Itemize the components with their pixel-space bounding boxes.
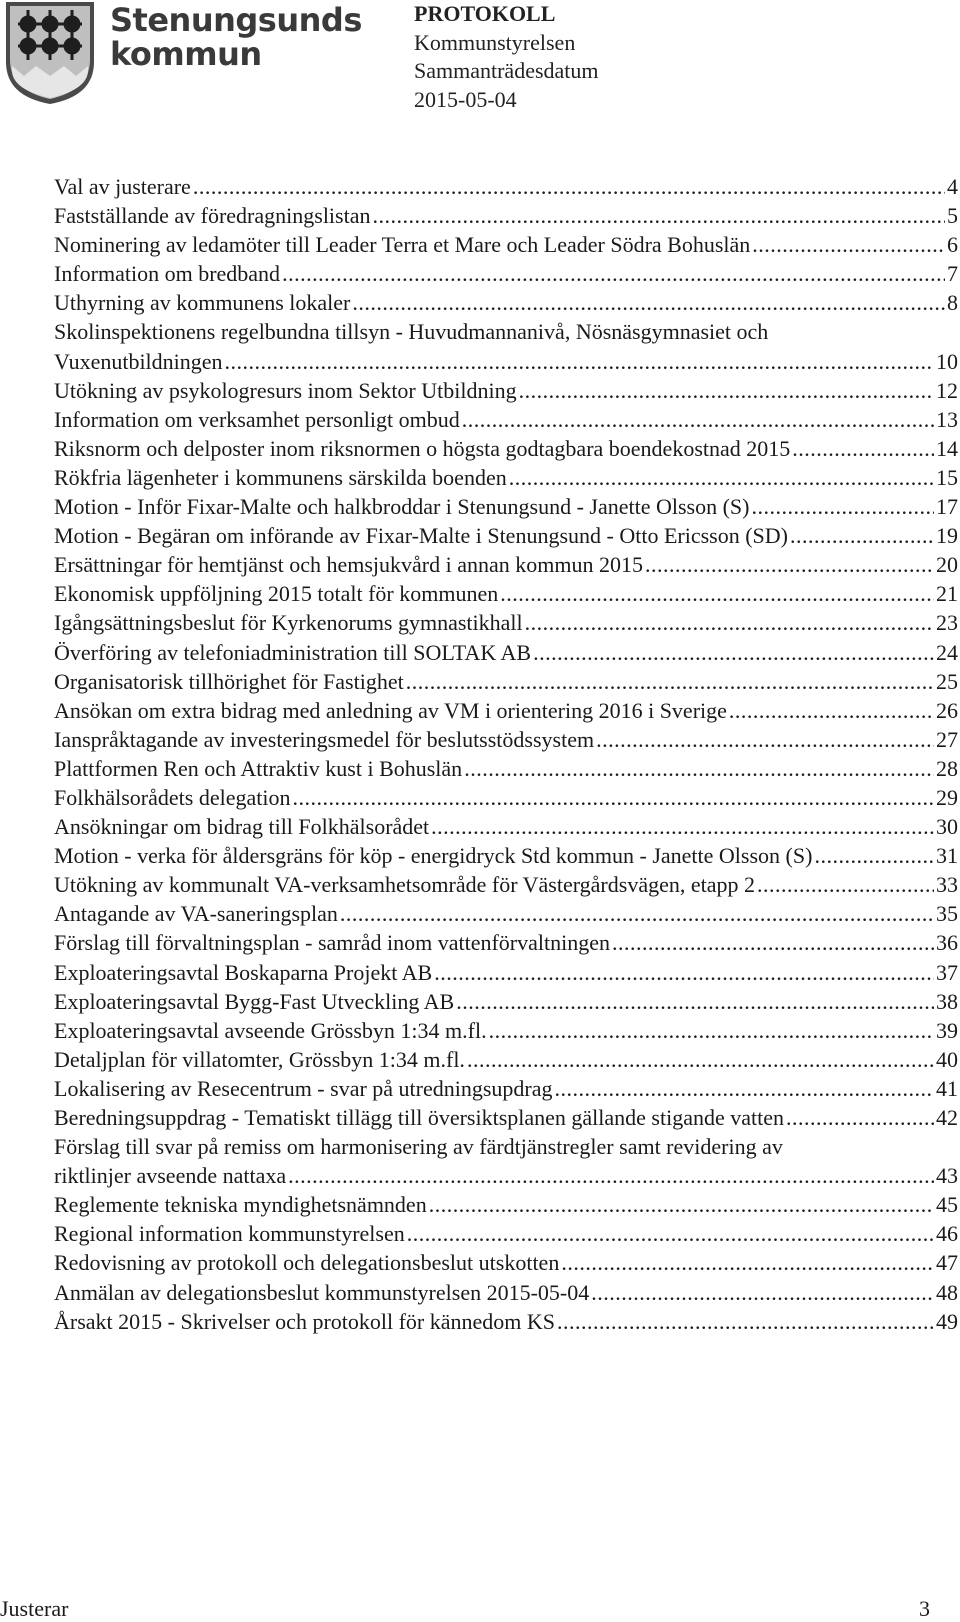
toc-entry-page: 30 (936, 814, 958, 840)
toc-dot-leader (193, 172, 945, 201)
toc-entry-title: Ekonomisk uppföljning 2015 totalt för kommunen (54, 581, 499, 607)
body-name: Kommunstyrelsen (414, 29, 576, 55)
toc-dot-leader (489, 1016, 934, 1045)
toc-entry-title: Exploateringsavtal Bygg-Fast Utveckling AB (54, 988, 455, 1014)
doc-title: PROTOKOLL (414, 1, 556, 26)
toc-entry-page: 31 (936, 843, 958, 869)
toc-entry[interactable] (54, 696, 958, 725)
toc-entry-title: Skolinspektionens regelbundna tillsyn - Huvudmannanivå, Nösnäsgymnasiet och (54, 319, 769, 345)
toc-dot-leader (561, 1248, 934, 1277)
brand-line-2: kommun (110, 34, 262, 73)
toc-entry[interactable] (54, 1161, 958, 1190)
toc-entry-title: Organisatorisk tillhörighet för Fastighet (54, 668, 404, 694)
toc-entry-title: Plattformen Ren och Attraktiv kust i Bohuslän (54, 755, 463, 781)
toc-entry[interactable] (54, 347, 958, 376)
toc-entry[interactable] (54, 434, 958, 463)
toc-entry[interactable] (54, 1045, 958, 1074)
toc-entry-title: Val av justerare (54, 174, 191, 199)
toc-entry[interactable] (54, 1219, 958, 1248)
toc-entry-title: Information om verksamhet personligt ombud (54, 406, 460, 432)
toc-entry[interactable] (54, 376, 958, 405)
toc-dot-leader (533, 638, 934, 667)
toc-entry[interactable] (54, 987, 958, 1016)
toc-entry-title: Uthyrning av kommunens lokaler (54, 290, 351, 316)
toc-dot-leader (790, 521, 934, 550)
toc-entry-page: 25 (936, 668, 958, 694)
toc-entry-page: 38 (936, 988, 958, 1014)
toc-dot-leader (792, 434, 934, 463)
toc-entry[interactable] (54, 1190, 958, 1219)
toc-entry-title: Nominering av ledamöter till Leader Terra et Mare och Leader Södra Bohuslän (54, 232, 751, 258)
toc-entry-page: 45 (936, 1192, 958, 1218)
toc-entry[interactable] (54, 230, 958, 259)
toc-entry-title: Motion - Inför Fixar-Malte och halkbroddar i Stenungsund - Janette Olsson (S) (54, 494, 750, 520)
toc-entry-title: Motion - verka för åldersgräns för köp - energidryck Std kommun - Janette Olsson (S) (54, 843, 813, 869)
toc-entry[interactable] (54, 201, 958, 230)
toc-dot-leader (292, 783, 934, 812)
toc-dot-leader (225, 347, 934, 376)
toc-dot-leader (519, 376, 934, 405)
toc-dot-leader (429, 1190, 934, 1219)
toc-entry-title: Motion - Begäran om införande av Fixar-Malte i Stenungsund - Otto Ericsson (SD) (54, 523, 788, 549)
toc-dot-leader (814, 841, 934, 870)
toc-dot-leader (612, 928, 934, 957)
toc-entry[interactable] (54, 550, 958, 579)
toc-entry[interactable] (54, 899, 958, 928)
toc-entry[interactable] (54, 579, 958, 608)
toc-entry-title: Ansökan om extra bidrag med anledning av VM i orientering 2016 i Sverige (54, 697, 727, 723)
page-header (0, 0, 960, 120)
toc-entry-title: Lokalisering av Resecentrum - svar på utredningsupdrag (54, 1075, 553, 1101)
toc-dot-leader (729, 696, 934, 725)
toc-entry-title: Exploateringsavtal Boskaparna Projekt AB (54, 959, 433, 985)
toc-dot-leader (288, 1161, 934, 1190)
toc-entry[interactable] (54, 288, 958, 317)
toc-entry-title: Exploateringsavtal avseende Grössbyn 1:34 m.fl. (54, 1017, 487, 1043)
toc-entry[interactable] (54, 812, 958, 841)
toc-entry-title: Utökning av kommunalt VA-verksamhetsområde för Västergårdsvägen, etapp 2 (54, 872, 755, 898)
toc-dot-leader (352, 288, 945, 317)
toc-entry[interactable] (54, 1278, 958, 1307)
toc-entry[interactable] (54, 1074, 958, 1103)
toc-entry-page: 8 (947, 290, 958, 316)
toc-entry-page: 7 (947, 261, 958, 287)
toc-entry-page: 27 (936, 726, 958, 752)
toc-entry[interactable] (54, 1016, 958, 1045)
toc-entry-page: 46 (936, 1221, 958, 1247)
toc-entry-page: 14 (936, 435, 958, 461)
date-label: Sammanträdesdatum (414, 58, 599, 83)
toc-entry-title: Anmälan av delegationsbeslut kommunstyrelsen 2015-05-04 (54, 1279, 590, 1305)
toc-entry-page: 17 (936, 494, 958, 520)
toc-entry-page: 35 (936, 901, 958, 927)
toc-dot-leader (464, 754, 934, 783)
toc-entry-title: Rökfria lägenheter i kommunens särskilda boenden (54, 464, 507, 490)
toc-entry[interactable] (54, 405, 958, 434)
toc-dot-leader (596, 725, 934, 754)
toc-entry-title: Förslag till förvaltningsplan - samråd inom vattenförvaltningen (54, 930, 610, 956)
document-meta (414, 0, 599, 114)
toc-dot-leader (431, 812, 934, 841)
toc-dot-leader (406, 667, 934, 696)
toc-entry-page: 39 (936, 1017, 958, 1043)
toc-entry-title: Information om bredband (54, 261, 281, 287)
toc-entry[interactable] (54, 870, 958, 899)
toc-entry-page: 21 (936, 581, 958, 607)
toc-entry-title: Detaljplan för villatomter, Grössbyn 1:34 m.fl. (54, 1046, 465, 1072)
table-of-contents (54, 172, 958, 1336)
toc-dot-leader (407, 1219, 934, 1248)
toc-entry[interactable] (54, 1307, 958, 1336)
toc-entry-title: Överföring av telefoniadministration till SOLTAK AB (54, 639, 532, 665)
toc-entry-page: 40 (936, 1046, 958, 1072)
toc-entry-page: 49 (936, 1308, 958, 1334)
toc-dot-leader (282, 259, 945, 288)
toc-entry[interactable] (54, 463, 958, 492)
toc-dot-leader (500, 579, 934, 608)
toc-entry-page: 33 (936, 872, 958, 898)
toc-entry-title: riktlinjer avseende nattaxa (54, 1163, 287, 1189)
toc-entry-title: Reglemente tekniska myndighetsnämnden (54, 1192, 427, 1218)
toc-entry-title: Ersättningar för hemtjänst och hemsjukvård i annan kommun 2015 (54, 552, 643, 578)
brand-line-1: Stenungsunds (110, 1, 362, 39)
toc-entry-page: 12 (936, 377, 958, 403)
toc-entry[interactable] (54, 259, 958, 288)
toc-entry[interactable] (54, 638, 958, 667)
page-number: 3 (919, 1596, 930, 1621)
toc-entry-title: Antagande av VA-saneringsplan (54, 901, 338, 927)
toc-entry[interactable] (54, 521, 958, 550)
toc-dot-leader (557, 1307, 934, 1336)
toc-dot-leader (462, 405, 934, 434)
toc-entry[interactable] (54, 172, 958, 201)
toc-entry-title: Folkhälsorådets delegation (54, 784, 291, 810)
toc-entry[interactable] (54, 783, 958, 812)
toc-entry-page: 36 (936, 930, 958, 956)
toc-entry[interactable] (54, 725, 958, 754)
toc-entry-title: Igångsättningsbeslut för Kyrkenorums gymnastikhall (54, 610, 523, 636)
toc-entry-page: 47 (936, 1250, 958, 1276)
toc-entry-title: Regional information kommunstyrelsen (54, 1221, 405, 1247)
toc-entry-title: Riksnorm och delposter inom riksnormen o högsta godtagbara boendekostnad 2015 (54, 435, 791, 461)
footer-justerar-label: Justerar (0, 1596, 69, 1621)
toc-entry-page: 37 (936, 959, 958, 985)
toc-dot-leader (555, 1074, 934, 1103)
toc-entry-title: Utökning av psykologresurs inom Sektor Utbildning (54, 377, 517, 403)
toc-entry-title: Fastställande av föredragningslistan (54, 203, 371, 229)
toc-dot-leader (752, 492, 935, 521)
municipality-shield-logo (4, 0, 96, 106)
toc-dot-leader (340, 899, 934, 928)
toc-entry-page: 19 (936, 523, 958, 549)
toc-entry[interactable] (54, 317, 958, 346)
toc-entry-title: Förslag till svar på remiss om harmonisering av färdtjänstregler samt revidering av (54, 1134, 783, 1160)
toc-entry-title: Ansökningar om bidrag till Folkhälsorådet (54, 814, 430, 840)
toc-entry[interactable] (54, 1132, 958, 1161)
toc-entry-title: Ianspråktagande av investeringsmedel för beslutsstödssystem (54, 726, 595, 752)
toc-entry[interactable] (54, 928, 958, 957)
toc-entry[interactable] (54, 754, 958, 783)
toc-dot-leader (509, 463, 934, 492)
brand-name (110, 1, 362, 73)
toc-entry-title: Redovisning av protokoll och delegationsbeslut utskotten (54, 1250, 560, 1276)
toc-entry-title: Vuxenutbildningen (54, 348, 223, 374)
toc-entry-page: 15 (936, 464, 958, 490)
toc-dot-leader (786, 1103, 934, 1132)
toc-entry[interactable] (54, 841, 958, 870)
toc-entry-page: 23 (936, 610, 958, 636)
toc-entry[interactable] (54, 1248, 958, 1277)
toc-entry-title: Årsakt 2015 - Skrivelser och protokoll för kännedom KS (54, 1308, 556, 1334)
toc-entry-page: 42 (936, 1105, 958, 1130)
date-value: 2015-05-04 (414, 86, 517, 112)
toc-entry[interactable] (54, 492, 958, 521)
toc-dot-leader (456, 987, 934, 1016)
toc-dot-leader (645, 550, 934, 579)
toc-entry-title: Beredningsuppdrag - Tematiskt tillägg till översiktsplanen gällande stigande vatten (54, 1105, 784, 1130)
toc-entry-page: 28 (936, 755, 958, 781)
toc-dot-leader (757, 870, 934, 899)
toc-dot-leader (372, 201, 945, 230)
toc-entry-page: 4 (947, 174, 958, 199)
toc-entry[interactable] (54, 958, 958, 987)
toc-entry-page: 29 (936, 784, 958, 810)
toc-entry-page: 24 (936, 639, 958, 665)
toc-dot-leader (467, 1045, 934, 1074)
toc-entry-page: 41 (936, 1075, 958, 1101)
toc-dot-leader (591, 1278, 934, 1307)
toc-entry-page: 20 (936, 552, 958, 578)
toc-entry[interactable] (54, 667, 958, 696)
toc-dot-leader (434, 958, 934, 987)
toc-entry-page: 10 (936, 348, 958, 374)
toc-entry[interactable] (54, 1103, 958, 1132)
toc-dot-leader (525, 608, 934, 637)
toc-entry-page: 13 (936, 406, 958, 432)
toc-entry-page: 26 (936, 697, 958, 723)
toc-entry-page: 43 (936, 1163, 958, 1189)
toc-entry[interactable] (54, 608, 958, 637)
toc-dot-leader (752, 230, 945, 259)
toc-entry-page: 5 (947, 203, 958, 229)
toc-entry-page: 6 (947, 232, 958, 258)
toc-entry-page: 48 (936, 1279, 958, 1305)
